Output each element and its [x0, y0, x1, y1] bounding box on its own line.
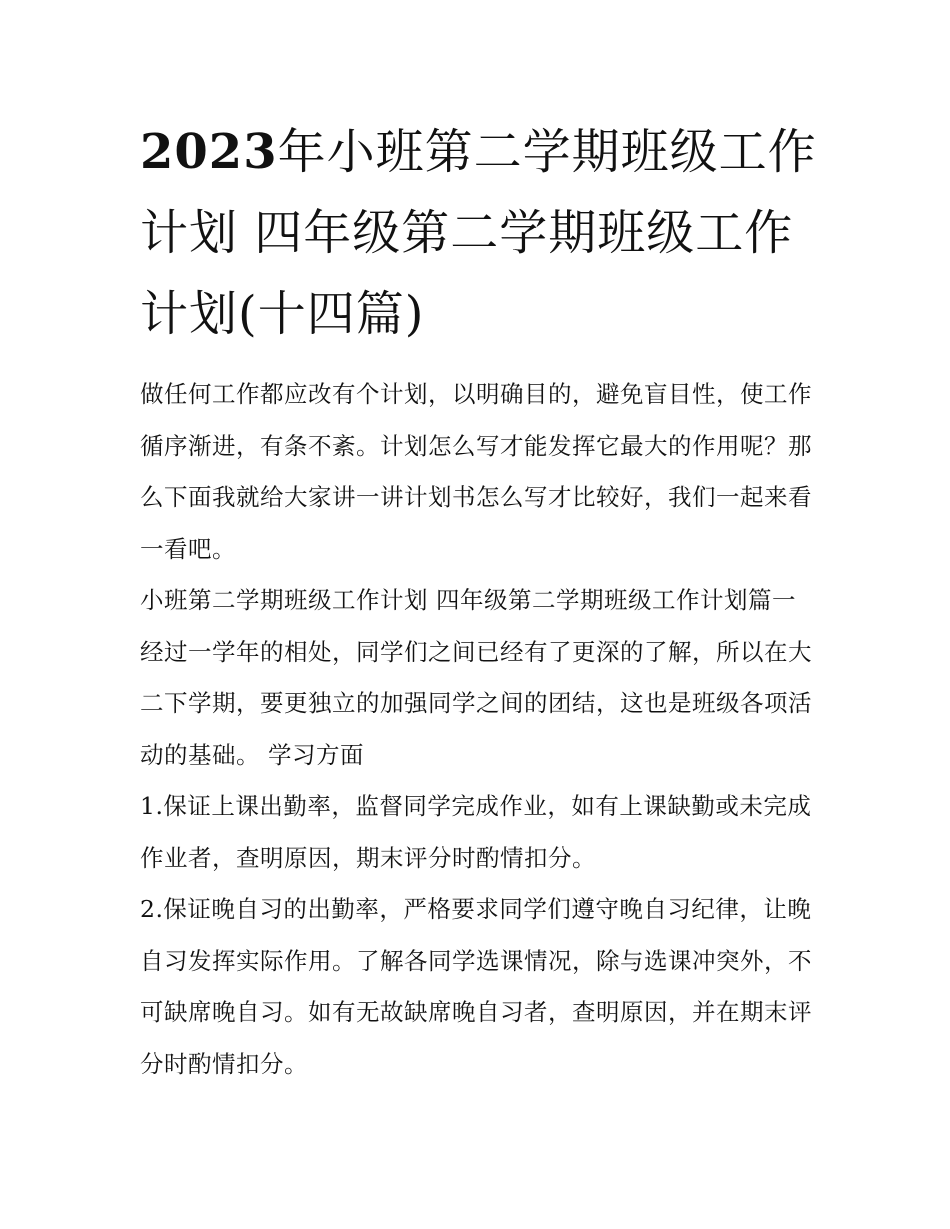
document-title — [140, 112, 820, 355]
list-item-1: 1.保证上课出勤率，监督同学完成作业，如有上课缺勤或未完成作业者，查明原因，期末评分时酌情扣分。 — [140, 792, 812, 872]
title-year: 2023 — [140, 124, 278, 180]
intro-paragraph: 做任何工作都应改有个计划，以明确目的，避免盲目性，使工作循序渐进，有条不紊。计划怎么写才能发挥它最大的作用呢？那么下面我就给大家讲一讲计划书怎么写才比较好，我们一起来看一看吧。 — [140, 380, 812, 563]
title-text: 年小班第二学期班级工作计划 四年级第二学期班级工作计划(十四篇) — [140, 124, 817, 342]
list-item-2: 2.保证晚自习的出勤率，严格要求同学们遵守晚自习纪律，让晚自习发挥实际作用。了解各同学选课情况，除与选课冲突外，不可缺席晚自习。如有无故缺席晚自习者，查明原因，并在期末评分时酌情扣分。 — [140, 895, 812, 1078]
title-spacer — [140, 355, 820, 369]
section-heading: 小班第二学期班级工作计划 四年级第二学期班级工作计划篇一 — [140, 586, 796, 614]
document-page — [140, 112, 820, 1090]
body-paragraph: 经过一学年的相处，同学们之间已经有了更深的了解，所以在大二下学期，要更独立的加强同学之间的团结，这也是班级各项活动的基础。 学习方面 — [140, 637, 812, 769]
